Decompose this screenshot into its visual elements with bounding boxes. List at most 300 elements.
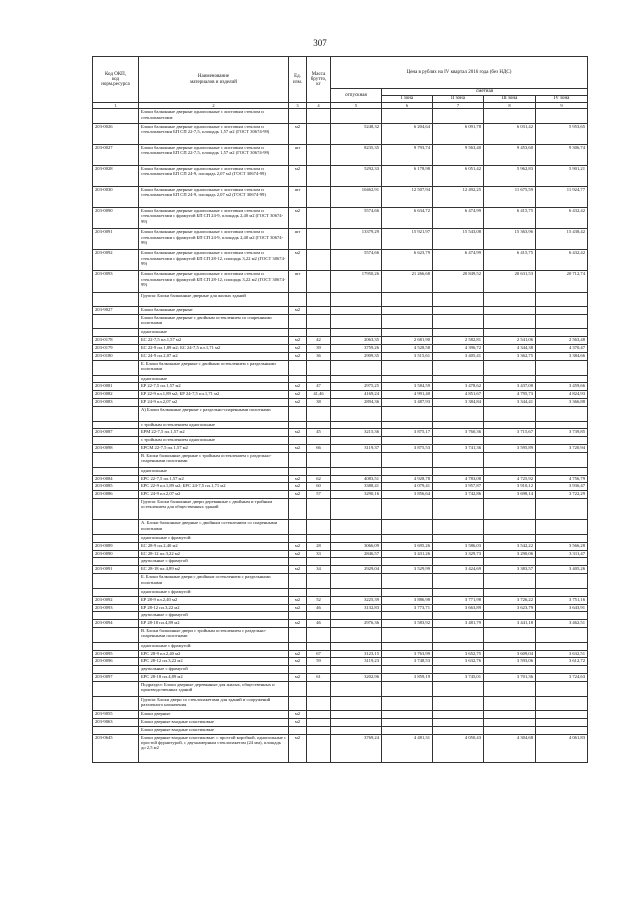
table-row bbox=[93, 658, 588, 666]
code-cell bbox=[93, 361, 139, 376]
index-cell: 5 bbox=[331, 103, 382, 109]
price-zone3-cell bbox=[484, 682, 536, 697]
unit-cell: м2 bbox=[289, 491, 307, 499]
price-zone1-cell: 3 763,99 bbox=[382, 650, 433, 658]
price-otpusk-cell: 17950,26 bbox=[331, 271, 382, 292]
unit-cell bbox=[289, 437, 307, 445]
price-zone3-cell: 3 623,79 bbox=[484, 604, 536, 612]
mass-cell: 34 bbox=[307, 566, 331, 574]
mass-cell: 61 bbox=[307, 674, 331, 682]
mass-cell bbox=[307, 499, 331, 520]
price-zone2-cell: 6 051,42 bbox=[433, 165, 484, 186]
header-unit: Ед. изм. bbox=[289, 57, 307, 103]
price-zone4-cell bbox=[536, 307, 588, 315]
unit-cell: шт bbox=[289, 187, 307, 208]
unit-cell: шт bbox=[289, 271, 307, 292]
code-cell: 203-0083 bbox=[93, 399, 139, 407]
table-row bbox=[93, 429, 588, 437]
price-zone1-cell bbox=[382, 109, 433, 124]
price-zone2-cell: 4 396,72 bbox=[433, 345, 484, 353]
price-zone3-cell bbox=[484, 109, 536, 124]
price-zone2-cell bbox=[433, 520, 484, 535]
mass-cell: 36 bbox=[307, 353, 331, 361]
price-zone4-cell: 3 724,63 bbox=[536, 674, 588, 682]
price-zone1-cell: 3 856,64 bbox=[382, 491, 433, 499]
price-zone3-cell bbox=[484, 407, 536, 422]
unit-cell bbox=[289, 361, 307, 376]
name-cell: БРС 22-9 пл.1,89 м2; БРС 24-7,5 пл.1,71 м2 bbox=[139, 483, 289, 491]
price-zone3-cell: 4 725,92 bbox=[484, 475, 536, 483]
code-cell: 203-0093 bbox=[93, 604, 139, 612]
price-zone2-cell bbox=[433, 696, 484, 711]
code-cell: 203-9063 bbox=[93, 719, 139, 727]
price-zone3-cell: 3 595,89 bbox=[484, 445, 536, 453]
price-zone1-cell bbox=[382, 696, 433, 711]
price-zone1-cell: 3 859,19 bbox=[382, 674, 433, 682]
mass-cell bbox=[307, 314, 331, 329]
price-zone2-cell: 3 384,84 bbox=[433, 399, 484, 407]
code-cell: 203-0087 bbox=[93, 429, 139, 437]
price-zone4-cell bbox=[536, 407, 588, 422]
price-zone1-cell bbox=[382, 642, 433, 650]
price-zone2-cell bbox=[433, 109, 484, 124]
unit-cell: м2 bbox=[289, 719, 307, 727]
table-row bbox=[93, 383, 588, 391]
price-otpusk-cell: 3123,15 bbox=[331, 650, 382, 658]
mass-cell bbox=[307, 719, 331, 727]
price-otpusk-cell: 2975,25 bbox=[331, 383, 382, 391]
mass-cell bbox=[307, 628, 331, 643]
price-zone1-cell bbox=[382, 361, 433, 376]
price-zone1-cell bbox=[382, 612, 433, 620]
mass-cell bbox=[307, 534, 331, 542]
price-zone3-cell bbox=[484, 534, 536, 542]
code-cell bbox=[93, 558, 139, 566]
code-cell bbox=[93, 437, 139, 445]
group-row bbox=[93, 499, 588, 520]
name-cell: однопольные bbox=[139, 467, 289, 475]
table-row bbox=[93, 165, 588, 186]
name-cell: Группа: Блоки балконные дверные для жилых зданий bbox=[139, 292, 289, 307]
code-cell: 203-0093 bbox=[93, 271, 139, 292]
price-zone3-cell bbox=[484, 558, 536, 566]
code-cell bbox=[93, 292, 139, 307]
code-cell bbox=[93, 588, 139, 596]
price-zone3-cell bbox=[484, 711, 536, 719]
table-row bbox=[93, 208, 588, 229]
price-zone4-cell: 9 306,74 bbox=[536, 144, 588, 165]
price-otpusk-cell bbox=[331, 375, 382, 383]
unit-cell: м2 bbox=[289, 208, 307, 229]
price-zone2-cell: 3 478,62 bbox=[433, 383, 484, 391]
name-cell: Блоки балконные дверные однопольные с листовым стеклом и стеклопакетами с фрамугой БП СП 24-9, площадь 2,40 м2 (ГОСТ 30674-99) bbox=[139, 229, 289, 250]
name-cell: А. Блоки балконные дверные с двойным остеклением со спаренными полотнами bbox=[139, 520, 289, 535]
name-cell: с тройным остеклением однопольные bbox=[139, 421, 289, 429]
table-row bbox=[93, 726, 588, 734]
name-cell: БРС 28-18 пл.4,89 м2 bbox=[139, 674, 289, 682]
code-cell: 203-0084 bbox=[93, 475, 139, 483]
price-zone2-cell: 4 050,43 bbox=[433, 734, 484, 762]
price-otpusk-cell bbox=[331, 292, 382, 307]
price-zone3-cell bbox=[484, 453, 536, 468]
price-zone1-cell: 4 991,40 bbox=[382, 391, 433, 399]
name-cell: БРСМ 22-7,5 пл.1,57 м2 bbox=[139, 445, 289, 453]
price-otpusk-cell: 4169,24 bbox=[331, 391, 382, 399]
table-row bbox=[93, 596, 588, 604]
name-cell: Б. Блоки балконные двери с двойным остеклением с раздельными полотнами bbox=[139, 574, 289, 589]
price-otpusk-cell: 4083,51 bbox=[331, 475, 382, 483]
price-zone4-cell: 5 901,21 bbox=[536, 165, 588, 186]
price-zone2-cell bbox=[433, 642, 484, 650]
price-zone3-cell: 3 542,22 bbox=[484, 542, 536, 550]
price-zone2-cell bbox=[433, 361, 484, 376]
code-cell bbox=[93, 520, 139, 535]
price-zone4-cell bbox=[536, 612, 588, 620]
price-zone4-cell: 6 432,42 bbox=[536, 250, 588, 271]
price-otpusk-cell bbox=[331, 666, 382, 674]
price-zone4-cell: 5 953,65 bbox=[536, 123, 588, 144]
mass-cell bbox=[307, 558, 331, 566]
table-row bbox=[93, 229, 588, 250]
price-zone2-cell: 15 543,08 bbox=[433, 229, 484, 250]
price-zone1-cell bbox=[382, 453, 433, 468]
name-cell: БР 24-9 пл.2,07 м2 bbox=[139, 399, 289, 407]
price-zone3-cell: 6 031,42 bbox=[484, 123, 536, 144]
table-row bbox=[93, 144, 588, 165]
price-zone1-cell: 3 773,71 bbox=[382, 604, 433, 612]
price-zone1-cell: 21 266,68 bbox=[382, 271, 433, 292]
name-cell: Блоки балконные дверные однопольные с листовым стеклом и стеклопакетами с фрамугой БП СП 28-12, площадь 3,22 м2 (ГОСТ 30674-99) bbox=[139, 250, 289, 271]
name-cell: Подраздел: Блоки дверные деревянные для жилых, общественных и производственных зданий bbox=[139, 682, 289, 697]
name-cell: БС 28-18 пл.4,89 м2 bbox=[139, 566, 289, 574]
price-zone2-cell bbox=[433, 407, 484, 422]
index-cell: 7 bbox=[433, 103, 484, 109]
mass-cell: 52 bbox=[307, 596, 331, 604]
table-row bbox=[93, 475, 588, 483]
table-row bbox=[93, 650, 588, 658]
code-cell: 203-0098 bbox=[93, 445, 139, 453]
unit-cell bbox=[289, 574, 307, 589]
unit-cell: м2 bbox=[289, 566, 307, 574]
table-row bbox=[93, 734, 588, 762]
name-cell: Блоки балконные дверные однопольные с листовым стеклом и стеклопакетами с фрамугой БП СП 28-12, площадь 3,22 м2 (ГОСТ 30674-99) bbox=[139, 271, 289, 292]
code-cell: 203-0180 bbox=[93, 353, 139, 361]
unit-cell: м2 bbox=[289, 250, 307, 271]
unit-cell bbox=[289, 421, 307, 429]
price-zone1-cell bbox=[382, 726, 433, 734]
price-zone4-cell: 3 566,28 bbox=[536, 542, 588, 550]
index-cell: 3 bbox=[289, 103, 307, 109]
price-zone3-cell: 3 290,06 bbox=[484, 550, 536, 558]
price-otpusk-cell bbox=[331, 407, 382, 422]
price-zone3-cell bbox=[484, 666, 536, 674]
table-row bbox=[93, 642, 588, 650]
price-zone2-cell: 20 849,52 bbox=[433, 271, 484, 292]
price-zone1-cell: 3 487,93 bbox=[382, 399, 433, 407]
price-zone1-cell: 3 886,98 bbox=[382, 596, 433, 604]
table-row bbox=[93, 345, 588, 353]
price-otpusk-cell bbox=[331, 696, 382, 711]
table-row bbox=[93, 307, 588, 315]
code-cell: 203-0081 bbox=[93, 383, 139, 391]
index-cell: 1 bbox=[93, 103, 139, 109]
price-zone1-cell bbox=[382, 467, 433, 475]
code-cell: 203-0092 bbox=[93, 596, 139, 604]
price-zone4-cell: 15 438,42 bbox=[536, 229, 588, 250]
mass-cell: 45 bbox=[307, 429, 331, 437]
unit-cell bbox=[289, 329, 307, 337]
mass-cell: 47 bbox=[307, 383, 331, 391]
code-cell bbox=[93, 453, 139, 468]
price-zone2-cell bbox=[433, 612, 484, 620]
price-otpusk-cell bbox=[331, 437, 382, 445]
name-cell: Блоки балконные дверные с двойным остеклением со спаренными полотнами bbox=[139, 314, 289, 329]
price-zone4-cell bbox=[536, 453, 588, 468]
mass-cell bbox=[307, 696, 331, 711]
price-table bbox=[92, 56, 588, 763]
price-zone1-cell: 3 875,17 bbox=[382, 429, 433, 437]
price-otpusk-cell: 3066,09 bbox=[331, 542, 382, 550]
mass-cell: 57 bbox=[307, 491, 331, 499]
table-row bbox=[93, 628, 588, 643]
mass-cell bbox=[307, 144, 331, 165]
price-zone3-cell: 3 441,18 bbox=[484, 620, 536, 628]
unit-cell bbox=[289, 696, 307, 711]
price-zone4-cell: 3 739,85 bbox=[536, 429, 588, 437]
price-otpusk-cell bbox=[331, 109, 382, 124]
name-cell: БР 22-7,5 пл.1,57 м2 bbox=[139, 383, 289, 391]
name-cell: В. Блоки балконные двери с тройным остеклением с раздельно-спаренными полотнами bbox=[139, 628, 289, 643]
price-otpusk-cell bbox=[331, 361, 382, 376]
unit-cell: м2 bbox=[289, 391, 307, 399]
price-otpusk-cell bbox=[331, 329, 382, 337]
price-zone4-cell: 3 462,51 bbox=[536, 620, 588, 628]
price-zone3-cell bbox=[484, 375, 536, 383]
header-zone-1: I зона bbox=[382, 96, 433, 103]
price-zone4-cell: 4 370,47 bbox=[536, 345, 588, 353]
price-zone1-cell bbox=[382, 407, 433, 422]
code-cell bbox=[93, 642, 139, 650]
price-zone2-cell bbox=[433, 292, 484, 307]
price-otpusk-cell bbox=[331, 534, 382, 542]
price-zone2-cell bbox=[433, 628, 484, 643]
table-row bbox=[93, 337, 588, 345]
name-cell: однопольные с фрамугой: bbox=[139, 588, 289, 596]
price-otpusk-cell: 5248,32 bbox=[331, 123, 382, 144]
name-cell: Блоки балконные дверные однопольные с листовым стеклом и стеклопакетами БП СП 24-9, площадь 2,07 м2 (ГОСТ 30674-99) bbox=[139, 187, 289, 208]
name-cell: БС 22-7,5 пл.1,57 м2 bbox=[139, 337, 289, 345]
price-zone4-cell: 3 366,88 bbox=[536, 399, 588, 407]
table-row bbox=[93, 187, 588, 208]
price-zone1-cell: 6 178,98 bbox=[382, 165, 433, 186]
unit-cell bbox=[289, 314, 307, 329]
mass-cell bbox=[307, 574, 331, 589]
mass-cell bbox=[307, 421, 331, 429]
price-zone1-cell: 12 507,94 bbox=[382, 187, 433, 208]
price-table-body bbox=[93, 109, 588, 762]
mass-cell: 33 bbox=[307, 550, 331, 558]
price-zone3-cell bbox=[484, 520, 536, 535]
name-cell: Блоки балконные дверные однопольные с листовым стеклом и стеклопакетами БП СП 22-7,5, площадь 1,57 м2 (ГОСТ 30674-99) bbox=[139, 144, 289, 165]
price-zone2-cell bbox=[433, 666, 484, 674]
price-zone2-cell: 6 474,99 bbox=[433, 208, 484, 229]
table-row bbox=[93, 566, 588, 574]
price-zone2-cell bbox=[433, 682, 484, 697]
price-zone4-cell bbox=[536, 292, 588, 307]
price-otpusk-cell: 3290,16 bbox=[331, 491, 382, 499]
table-row bbox=[93, 483, 588, 491]
price-zone1-cell bbox=[382, 499, 433, 520]
mass-cell bbox=[307, 520, 331, 535]
price-zone3-cell: 4 304,68 bbox=[484, 734, 536, 762]
price-zone1-cell bbox=[382, 682, 433, 697]
price-otpusk-cell bbox=[331, 612, 382, 620]
code-cell bbox=[93, 666, 139, 674]
price-zone4-cell: 3 612,72 bbox=[536, 658, 588, 666]
price-zone1-cell bbox=[382, 375, 433, 383]
price-otpusk-cell: 3119,37 bbox=[331, 445, 382, 453]
price-zone2-cell: 9 563,40 bbox=[433, 144, 484, 165]
price-zone3-cell bbox=[484, 726, 536, 734]
price-zone1-cell bbox=[382, 628, 433, 643]
price-zone1-cell bbox=[382, 421, 433, 429]
table-row bbox=[93, 329, 588, 337]
price-zone2-cell: 12 492,25 bbox=[433, 187, 484, 208]
price-zone3-cell bbox=[484, 628, 536, 643]
price-zone2-cell bbox=[433, 711, 484, 719]
price-otpusk-cell bbox=[331, 467, 382, 475]
name-cell: Группа: Блоки двери со стеклопакетами для зданий и сооружений различного назначения bbox=[139, 696, 289, 711]
price-zone1-cell bbox=[382, 329, 433, 337]
mass-cell bbox=[307, 109, 331, 124]
price-zone4-cell: 2 563,48 bbox=[536, 337, 588, 345]
mass-cell bbox=[307, 187, 331, 208]
price-zone2-cell bbox=[433, 534, 484, 542]
price-zone4-cell bbox=[536, 558, 588, 566]
mass-cell bbox=[307, 165, 331, 186]
mass-cell bbox=[307, 467, 331, 475]
price-zone4-cell bbox=[536, 574, 588, 589]
unit-cell bbox=[289, 375, 307, 383]
price-zone2-cell: 2 582,81 bbox=[433, 337, 484, 345]
price-zone3-cell bbox=[484, 696, 536, 711]
code-cell: 203-0178 bbox=[93, 337, 139, 345]
mass-cell bbox=[307, 726, 331, 734]
table-row bbox=[93, 491, 588, 499]
unit-cell: м2 bbox=[289, 399, 307, 407]
unit-cell: шт bbox=[289, 229, 307, 250]
price-zone1-cell: 3 695,26 bbox=[382, 542, 433, 550]
unit-cell bbox=[289, 292, 307, 307]
price-otpusk-cell: 3388,41 bbox=[331, 483, 382, 491]
unit-cell: м2 bbox=[289, 550, 307, 558]
price-zone1-cell: 3 748,53 bbox=[382, 658, 433, 666]
price-otpusk-cell: 5292,33 bbox=[331, 165, 382, 186]
name-cell: Блоки балконные дверные однопольные с листовым стеклом и стеклопакетами БП СП 24-9, площадь 2,07 м2 (ГОСТ 30674-99) bbox=[139, 165, 289, 186]
price-otpusk-cell bbox=[331, 520, 382, 535]
price-zone2-cell: 3 957,87 bbox=[433, 483, 484, 491]
price-zone4-cell bbox=[536, 711, 588, 719]
unit-cell bbox=[289, 109, 307, 124]
price-zone4-cell bbox=[536, 314, 588, 329]
price-zone2-cell bbox=[433, 329, 484, 337]
price-zone1-cell: 3 529,99 bbox=[382, 566, 433, 574]
price-zone2-cell bbox=[433, 558, 484, 566]
header-price-title: Цена в рублях на IV квартал 2016 года (без НДС) bbox=[331, 57, 588, 89]
unit-cell bbox=[289, 628, 307, 643]
price-zone4-cell bbox=[536, 682, 588, 697]
table-row bbox=[93, 674, 588, 682]
price-zone2-cell bbox=[433, 499, 484, 520]
price-zone3-cell bbox=[484, 421, 536, 429]
price-otpusk-cell bbox=[331, 642, 382, 650]
price-zone2-cell: 3 481,79 bbox=[433, 620, 484, 628]
price-zone3-cell: 3 344,41 bbox=[484, 399, 536, 407]
table-row bbox=[93, 421, 588, 429]
price-otpusk-cell: 3202,96 bbox=[331, 674, 382, 682]
table-row bbox=[93, 123, 588, 144]
mass-cell bbox=[307, 229, 331, 250]
unit-cell: шт bbox=[289, 144, 307, 165]
unit-cell: м2 bbox=[289, 445, 307, 453]
price-zone4-cell bbox=[536, 642, 588, 650]
price-zone4-cell bbox=[536, 361, 588, 376]
name-cell: Блоки балконные дверные bbox=[139, 307, 289, 315]
price-zone4-cell: 3 384,66 bbox=[536, 353, 588, 361]
price-zone1-cell: 2 681,90 bbox=[382, 337, 433, 345]
header-otpusk: отпускная bbox=[331, 89, 382, 103]
price-zone1-cell: 4 528,58 bbox=[382, 345, 433, 353]
table-row bbox=[93, 250, 588, 271]
code-cell bbox=[93, 628, 139, 643]
code-cell: 203-9027 bbox=[93, 307, 139, 315]
unit-cell bbox=[289, 666, 307, 674]
price-zone3-cell: 3 437,08 bbox=[484, 383, 536, 391]
price-zone2-cell bbox=[433, 588, 484, 596]
code-cell: 203-0094 bbox=[93, 620, 139, 628]
table-row bbox=[93, 534, 588, 542]
price-zone4-cell: 3 722,29 bbox=[536, 491, 588, 499]
mass-cell bbox=[307, 271, 331, 292]
price-zone3-cell: 4 344,38 bbox=[484, 345, 536, 353]
mass-cell bbox=[307, 437, 331, 445]
code-cell: 203-0090 bbox=[93, 208, 139, 229]
price-zone2-cell: 3 771,98 bbox=[433, 596, 484, 604]
mass-cell: 60 bbox=[307, 483, 331, 491]
price-zone2-cell bbox=[433, 437, 484, 445]
price-zone4-cell bbox=[536, 421, 588, 429]
code-cell: 203-0089 bbox=[93, 542, 139, 550]
code-cell: 203-0096 bbox=[93, 658, 139, 666]
mass-cell bbox=[307, 453, 331, 468]
table-row bbox=[93, 453, 588, 468]
price-zone1-cell bbox=[382, 558, 433, 566]
unit-cell: м2 bbox=[289, 475, 307, 483]
unit-cell: м2 bbox=[289, 734, 307, 762]
price-zone2-cell bbox=[433, 574, 484, 589]
name-cell: БР 22-9 пл.1,89 м2; БР 24-7,5 пл.1,71 м2 bbox=[139, 391, 289, 399]
price-zone4-cell bbox=[536, 520, 588, 535]
table-row bbox=[93, 399, 588, 407]
price-otpusk-cell bbox=[331, 711, 382, 719]
unit-cell bbox=[289, 534, 307, 542]
code-cell: 203-0091 bbox=[93, 229, 139, 250]
price-zone1-cell: 4 079,41 bbox=[382, 483, 433, 491]
price-zone4-cell bbox=[536, 628, 588, 643]
name-cell: БР 28-18 пл.4,89 м2 bbox=[139, 620, 289, 628]
price-otpusk-cell: 2846,57 bbox=[331, 550, 382, 558]
price-zone4-cell: 3 751,16 bbox=[536, 596, 588, 604]
